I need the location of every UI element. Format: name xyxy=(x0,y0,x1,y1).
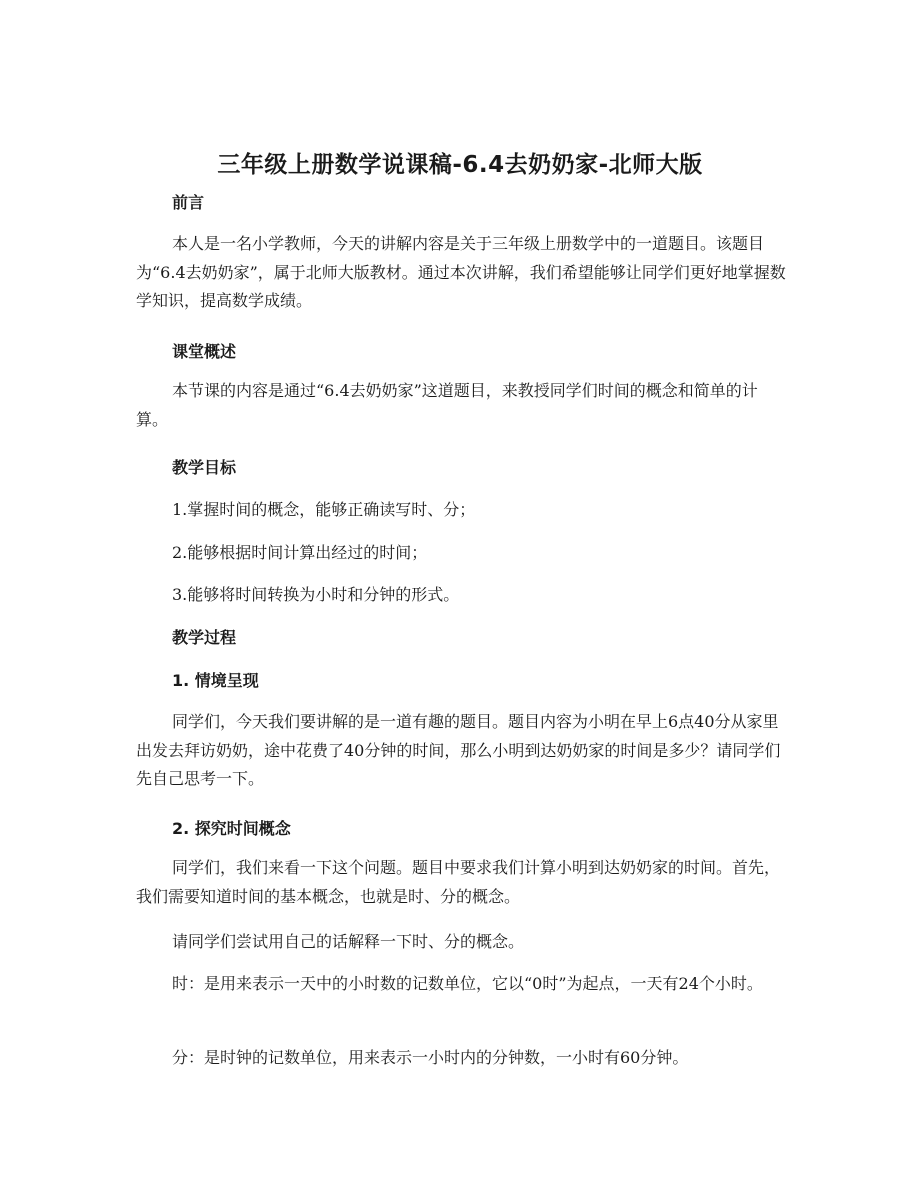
section-heading-goals: 教学目标 xyxy=(172,458,237,477)
paragraph-step2-2: 请同学们尝试用自己的话解释一下时、分的概念。 xyxy=(172,932,525,951)
paragraph-step2-3: 时：是用来表示一天中的小时数的记数单位，它以“0时”为起点，一天有24个小时。 xyxy=(172,974,763,993)
step-heading-2: 2. 探究时间概念 xyxy=(172,819,291,838)
paragraph-preface: 本人是一名小学教师，今天的讲解内容是关于三年级上册数学中的一道题目。该题目为“6.4去奶奶家”，属于北师大版教材。通过本次讲解，我们希望能够让同学们更好地掌握数学知识，提高数学成绩。 xyxy=(136,234,786,310)
step-heading-1: 1. 情境呈现 xyxy=(172,671,259,690)
section-heading-process: 教学过程 xyxy=(172,628,237,647)
paragraph-step2-4: 分：是时钟的记数单位，用来表示一小时内的分钟数，一小时有60分钟。 xyxy=(172,1048,689,1067)
document-title: 三年级上册数学说课稿-6.4去奶奶家-北师大版 xyxy=(217,152,703,178)
section-heading-overview: 课堂概述 xyxy=(172,342,237,361)
paragraph-overview: 本节课的内容是通过“6.4去奶奶家”这道题目，来教授同学们时间的概念和简单的计算。 xyxy=(136,381,758,429)
paragraph-step1: 同学们，今天我们要讲解的是一道有趣的题目。题目内容为小明在早上6点40分从家里出发去拜访奶奶，途中花费了40分钟的时间，那么小明到达奶奶家的时间是多少？请同学们先自己思考一下。 xyxy=(136,712,781,788)
goal-item-1: 1.掌握时间的概念，能够正确读写时、分； xyxy=(172,500,476,519)
section-heading-preface: 前言 xyxy=(172,193,205,212)
paragraph-step2-1: 同学们，我们来看一下这个问题。题目中要求我们计算小明到达奶奶家的时间。首先，我们需要知道时间的基本概念，也就是时、分的概念。 xyxy=(136,858,781,906)
goal-item-3: 3.能够将时间转换为小时和分钟的形式。 xyxy=(172,585,460,604)
goal-item-2: 2.能够根据时间计算出经过的时间； xyxy=(172,543,428,562)
